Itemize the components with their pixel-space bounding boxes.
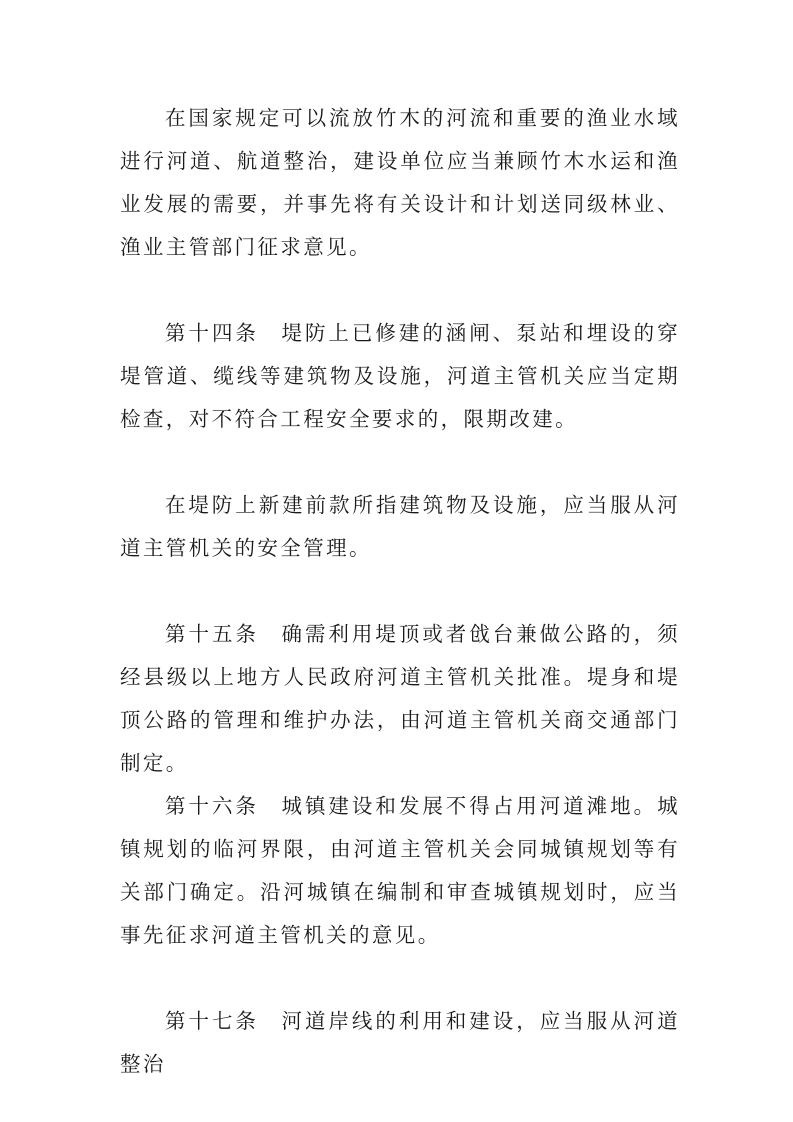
paragraph-text: 确需利用堤顶或者戗台兼做公路的，须经县级以上地方人民政府河道主管机关批准。堤身和堤顶公路的管理和维护办法，由河道主管机关商交通部门制定。 (120, 622, 680, 775)
paragraph-text: 城镇建设和发展不得占用河道滩地。城镇规划的临河界限，由河道主管机关会同城镇规划等有关部门确定。沿河城镇在编制和审查城镇规划时，应当事先征求河道主管机关的意见。 (120, 794, 680, 947)
paragraph-text: 堤防上已修建的涵闸、泵站和埋设的穿堤管道、缆线等建筑物及设施，河道主管机关应当定期检查，对不符合工程安全要求的，限期改建。 (120, 321, 680, 431)
article-number: 第十四条 (165, 321, 259, 345)
article-number: 第十七条 (165, 1009, 259, 1033)
paragraph-text: 在国家规定可以流放竹木的河流和重要的渔业水域进行河道、航道整治，建设单位应当兼顾竹木水运和渔业发展的需要，并事先将有关设计和计划送同级林业、渔业主管部门征求意见。 (120, 106, 680, 259)
article-number: 第十五条 (165, 622, 259, 646)
paragraph-article-14 (120, 312, 680, 441)
paragraph-article-17 (120, 1000, 680, 1086)
paragraph-article-16 (120, 785, 680, 957)
article-number: 第十六条 (165, 794, 259, 818)
paragraph-text: 在堤防上新建前款所指建筑物及设施，应当服从河道主管机关的安全管理。 (120, 493, 680, 560)
paragraph-article-15 (120, 613, 680, 785)
paragraph-fishery-consultation (120, 97, 680, 269)
paragraph-new-structures (120, 484, 680, 570)
paragraph-text: 河道岸线的利用和建设，应当服从河道整治 (120, 1009, 680, 1076)
